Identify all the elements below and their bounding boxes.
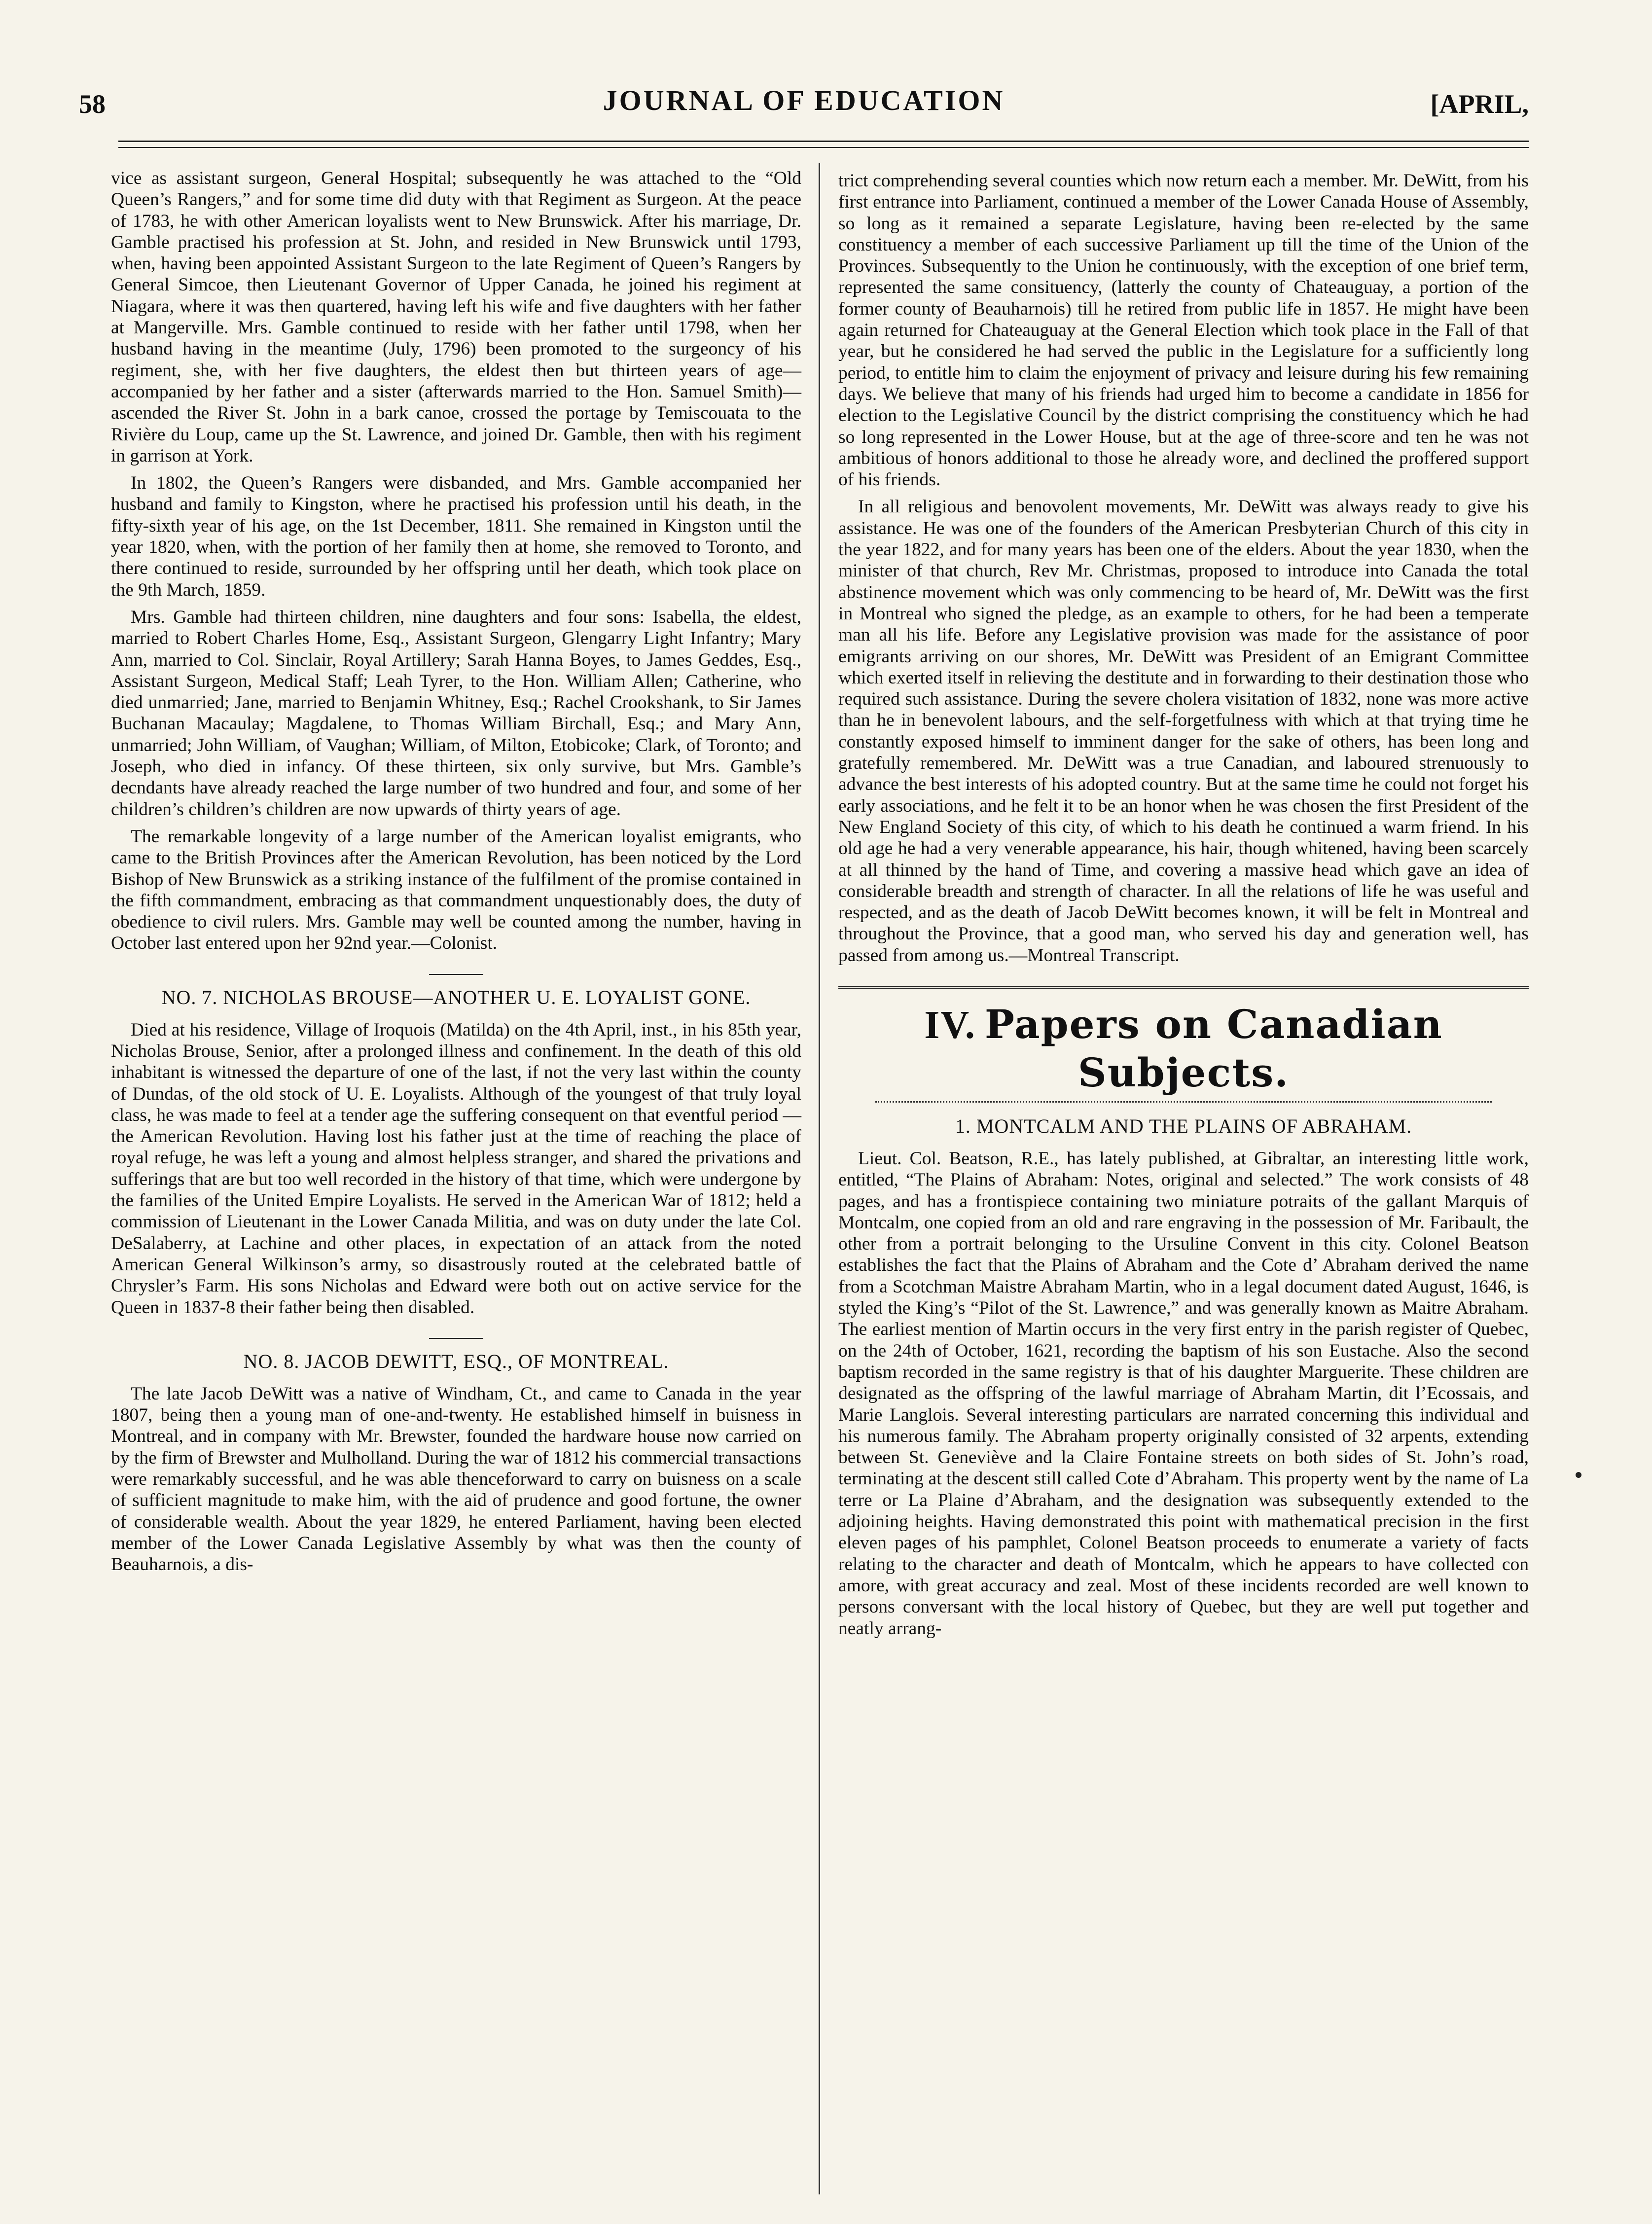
brouse-paragraph: Died at his residence, Village of Iroquois (Matilda) on the 4th April, inst., in his 85th year, Nicholas Brouse, Senior, after a prolonged illness and confinement. In the death of this old inhabitant is witnessed the departure of one of the last, if not the very last within the county of Dundas, of the old stock of U. E. Loyalists. Although of the youngest of that truly loyal class, he was made to feel at a tender age the suffering consequent on that eventful period —the American Revolution. Having lost his father just at the time of reaching the place of royal refuge, he was left a young and almost helpless stranger, and shared the privations and sufferings that are but too well recorded in the history of that time, which were undergone by the families of the United Empire Loyalists. He served in the American War of 1812; held a commission of Lieutenant in the Lower Canada Militia, and was on duty under the late Col. DeSalaberry, at Lachine and other places, in expectation of an attack from the noted American General Wilkinson’s army, so disastrously routed at the celebrated battle of Chrysler’s Farm. His sons Nicholas and Edward were both out on active service for the Queen in 1837-8 their father being then disabled. (111, 1019, 801, 1318)
gamble-paragraph-3: Mrs. Gamble had thirteen children, nine daughters and four sons: Isabella, the eldest, married to Robert Charles Home, Esq., Assistant Surgeon, Glengarry Light Infantry; Mary Ann, married to Col. Sinclair, Royal Artillery; Sarah Hanna Boyes, to James Geddes, Esq., Assistant Surgeon, Medical Staff; Leah Tyrer, to the Hon. William Allen; Catherine, who died unmarried; Jane, married to Benjamin Whitney, Esq.; Rachel Crookshank, to Sir James Buchanan Macaulay; Magdalene, to Thomas William Birchall, Esq.; and Mary Ann, unmarried; John William, of Vaughan; William, of Milton, Etobicoke; Clark, of Toronto; and Joseph, who died in infancy. Of these thirteen, six only survive, but Mrs. Gamble’s decndants have already reached the large number of two hundred and four, and some of her children’s children’s children are now upwards of thirty years of age. (111, 607, 801, 820)
dewitt-heading: NO. 8. JACOB DEWITT, ESQ., OF MONTREAL. (243, 1350, 669, 1372)
page-number: 58 (79, 89, 106, 119)
montcalm-paragraph: Lieut. Col. Beatson, R.E., has lately published, at Gibraltar, an interesting little work, entitled, “The Plains of Abraham: Notes, original and selected.” The work consists of 48 pages, and has a frontispiece containing two miniature potraits of the gallant Marquis of Montcalm, one copied from an old and rare engraving in the possession of Mr. Faribault, the other from a portrait belonging to the Ursuline Convent in this city. Colonel Beatson establishes the fact that the Plains of Abraham and the Cote d’ Abraham derived the name from a Scotchman Maistre Abraham Martin, who in a legal document dated August, 1646, is styled the King’s “Pilot of the St. Lawrence,” and was generally known as Maitre Abraham. The earliest mention of Martin occurs in the very first entry in the parish register of Quebec, on the 24th of October, 1621, recording the baptism of his son Eustache. Also the second baptism recorded in the same registry is that of his daughter Marguerite. These children are designated as the offspring of the lawful marriage of Abraham Martin, dit l’Ecossais, and Marie Langlois. Several interesting particulars are narrated concerning this individual and his numerous family. The Abraham property originally consisted of 32 arpents, extending between St. Geneviève and la Claire Fontaine streets on both sides of St. John’s road, terminating at the descent still called Cote d’Abraham. This property went by the name of La terre or La Plaine d’Abraham, and the designation was subsequently extended to the adjoining heights. Having demonstrated this point with mathematical precision in the first eleven pages of his pamphlet, Colonel Beatson proceeds to enumerate a variety of facts relating to the character and death of Montcalm, which he appears to have collected con amore, with great accuracy and zeal. Most of these incidents recorded are well known to persons conversant with the local history of Quebec, but they are well put together and neatly arrang- (838, 1148, 1529, 1639)
montcalm-heading: 1. MONTCALM AND THE PLAINS OF ABRAHAM. (955, 1114, 1412, 1137)
article-separator (429, 1338, 483, 1339)
issue-month: [APRIL, (1430, 89, 1529, 119)
section-number: IV. (924, 1003, 976, 1047)
gamble-paragraph-4: The remarkable longevity of a large number of the American loyalist emigrants, who came to the British Provinces after the American Revolution, has been noticed by the Lord Bishop of New Brunswick as a striking instance of the fulfilment of the promise contained in the fifth commandment, embracing as that commandment unquestionably does, the duty of obedience to civil rulers. Mrs. Gamble may well be counted among the number, having in October last entered upon her 92nd year.—Colonist. (111, 826, 801, 954)
right-column (838, 170, 1529, 1639)
section-rule (838, 986, 1529, 991)
dewitt-paragraph-2: In all religious and benovolent movements, Mr. DeWitt was always ready to give his assistance. He was one of the founders of the American Presbyterian Church of this city in the year 1822, and for many years has been one of the elders. About the year 1830, when the minister of that church, Rev Mr. Christmas, proposed to introduce into Canada the total abstinence movement which was only commencing to be heard of, Mr. DeWitt was the first in Montreal who signed the pledge, as an example to others, for he had been a temperate man all his life. Before any Legislative provision was made for the assistance of poor emigrants arriving on our shores, Mr. DeWitt was President of an Emigrant Committee which exerted itself in relieving the destitute and in forwarding to their destination those who required such assistance. During the severe cholera visitation of 1832, none was more active than he in benevolent labours, and the self-forgetfulness with which at that trying time he constantly exposed himself to imminent danger for the sake of others, has been long and gratefully remembered. Mr. DeWitt was a true Canadian, and laboured strenuously to advance the best interests of his adopted country. But at the same time he could not forget his early associations, and he felt it to be an honor when he was chosen the first President of the New England Society of this city, of which to his death he continued a warm friend. In his old age he had a very venerable appearance, his hair, though whitened, having been scarcely at all thinned by the hand of Time, and covering a massive head which gave an idea of considerable breadth and strength of character. In all the relations of life he was useful and respected, and as the death of Jacob DeWitt becomes known, it will be felt in Montreal and throughout the Province, that a good man, who served his day and generation well, has passed from among us.—Montreal Transcript. (838, 497, 1529, 966)
section-title: Papers on Canadian Subjects. (984, 1001, 1443, 1096)
column-divider (819, 163, 820, 2194)
brouse-heading: NO. 7. NICHOLAS BROUSE—ANOTHER U. E. LOYALIST GONE. (161, 986, 751, 1008)
page-header (79, 84, 1529, 128)
margin-dot (1576, 1472, 1581, 1478)
article-separator (429, 974, 483, 975)
gamble-paragraph-2: In 1802, the Queen’s Rangers were disbanded, and Mrs. Gamble accompanied her husband and family to Kingston, where he practised his profession until his death, in the fifty-sixth year of his age, on the 1st December, 1811. She remained in Kingston until the year 1820, when, with the portion of her family then at home, she removed to Toronto, and there continued to reside, surrounded by her offspring until her death, which took place on the 9th March, 1859. (111, 473, 801, 600)
left-column (111, 168, 801, 1576)
gamble-paragraph-1: vice as assistant surgeon, General Hospital; subsequently he was attached to the “Old Queen’s Rangers,” and for some time did duty with that Regiment as Surgeon. At the peace of 1783, he with other American loyalists went to New Brunswick. After his marriage, Dr. Gamble practised his profession at St. John, and resided in New Brunswick until 1793, when, having been appointed Assistant Surgeon to the late Regiment of Queen’s Rangers by General Simcoe, then Lieutenant Governor of Upper Canada, he joined his regiment at Niagara, where it was then quartered, having left his wife and five daughters with her father at Mangerville. Mrs. Gamble continued to reside with her father until 1798, when her husband having in the meantime (July, 1796) been promoted to the surgeoncy of his regiment, she, with her five daughters, the eldest then but thirteen years of age—accompanied by her father and a sister (afterwards married to the Hon. Samuel Smith)—ascended the River St. John in a bark canoe, crossed the portage by Temiscouata to the Rivière du Loup, came up the St. Lawrence, and joined Dr. Gamble, then with his regiment in garrison at York. (111, 168, 801, 466)
journal-title: JOURNAL OF EDUCATION (603, 84, 1005, 116)
dewitt-paragraph-1-continued: trict comprehending several counties which now return each a member. Mr. DeWitt, from his first entrance into Parliament, continued a member of the Lower Canada House of Assembly, so long as it remained a separate Legislature, having been re-elected by the same constituency a member of each successive Parliament up till the time of the Union of the Provinces. Subsequently to the Union he continuously, with the exception of one brief term, represented the same consituency, (latterly the county of Chateauguay, a portion of the former county of Beauharnois) till he retired from public life in 1857. He might have been again returned for Chateauguay at the General Election which took place in the Fall of that year, but he considered he had served the public in the Legislature for a sufficiently long period, to entitle him to claim the enjoyment of privacy and leisure during his few remaining days. We believe that many of his friends had urged him to become a candidate in 1856 for election to the Legislative Council by the district comprising the constituency which he had so long represented in the Lower House, but at the age of three-score and ten he was not ambitious of honors additional to those he already wore, and declined the proffered support of his friends. (838, 171, 1529, 490)
dewitt-paragraph-1: The late Jacob DeWitt was a native of Windham, Ct., and came to Canada in the year 1807, being then a young man of one-and-twenty. He established himself in buisness in Montreal, and in company with Mr. Brewster, founded the hardware house now carried on by the firm of Brewster and Mulholland. During the war of 1812 his commercial transactions were remarkably successful, and he was able thenceforward to carry on buisness on a scale of sufficient magnitude to make him, with the aid of prudence and good fortune, the owner of considerable wealth. About the year 1829, he entered Parliament, having been elected member of the Lower Canada Legislative Assembly by what was then the county of Beauharnois, a dis- (111, 1383, 801, 1575)
section-ornament-rule (875, 1101, 1492, 1103)
section-heading (838, 1001, 1529, 1096)
header-rule (118, 141, 1529, 148)
